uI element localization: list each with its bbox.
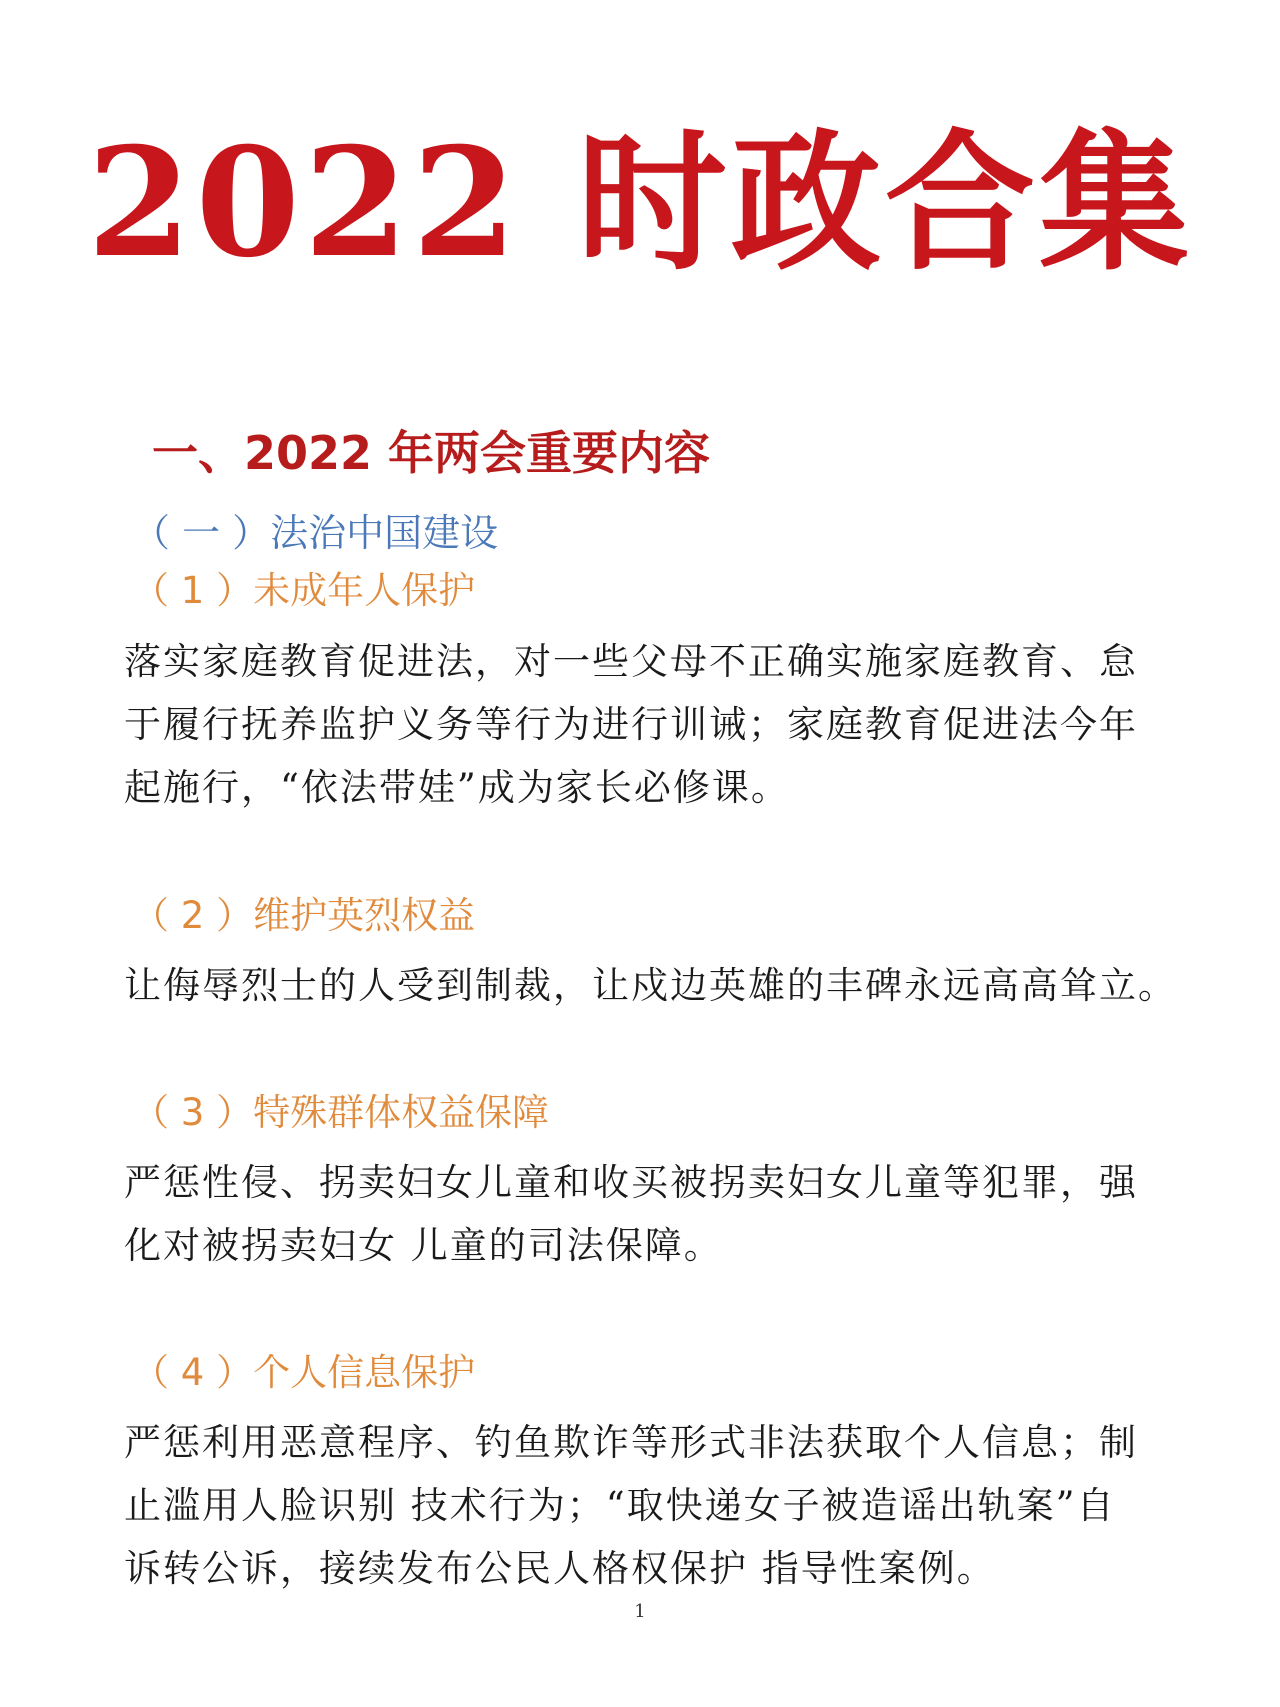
item-heading-minor-protection: （ 1 ）未成年人保护 [132,569,476,612]
body-line: 让侮辱烈士的人受到制裁，让戍边英雄的丰碑永远高高耸立。 [124,964,1177,1007]
item-heading-special-groups: （ 3 ）特殊群体权益保障 [132,1091,550,1134]
body-line: 严惩性侵、拐卖妇女儿童和收买被拐卖妇女儿童等犯罪，强 [124,1161,1138,1204]
section-title: 一、2022 年两会重要内容 [152,426,711,480]
subsection-title: （ 一 ）法治中国建设 [132,511,499,555]
document-title: 2022 时政合集 [87,115,1193,291]
body-line: 止滥用人脸识别 技术行为；“取快递女子被造谣出轨案”自 [124,1484,1116,1527]
body-line: 化对被拐卖妇女 儿童的司法保障。 [124,1224,723,1267]
item-body-special-groups [124,1151,1174,1277]
body-line: 起施行，“依法带娃”成为家长必修课。 [124,766,790,809]
body-line: 于履行抚养监护义务等行为进行训诫；家庭教育促进法今年 [124,703,1138,746]
body-line: 严惩利用恶意程序、钓鱼欺诈等形式非法获取个人信息；制 [124,1421,1138,1464]
item-heading-personal-info: （ 4 ）个人信息保护 [132,1351,476,1394]
page-number: 1 [634,1601,646,1622]
item-heading-martyrs-rights: （ 2 ）维护英烈权益 [132,894,476,937]
body-line: 诉转公诉，接续发布公民人格权保护 指导性案例。 [124,1547,996,1590]
item-body-personal-info [124,1411,1174,1600]
item-body-minor-protection [124,630,1174,819]
body-line: 落实家庭教育促进法，对一些父母不正确实施家庭教育、怠 [124,640,1138,683]
item-body-martyrs-rights [124,954,1177,1017]
